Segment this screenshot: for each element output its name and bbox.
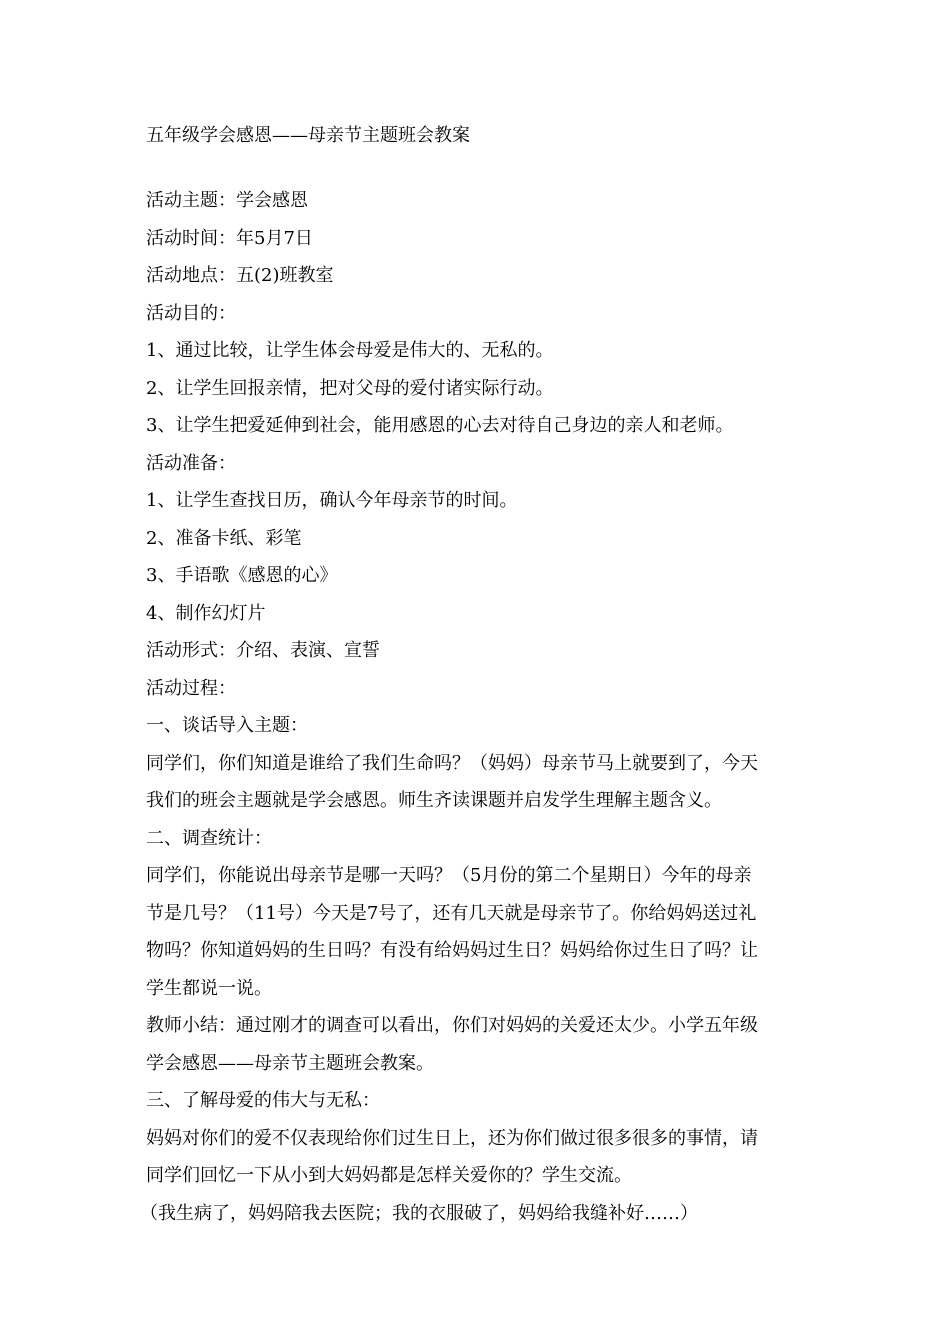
section-heading: 一、谈话导入主题：: [146, 715, 308, 736]
paragraph-line: 同学们回忆一下从小到大妈妈都是怎样关爱你的？学生交流。: [146, 1165, 632, 1186]
preparation-item: 3、手语歌《感恩的心》: [146, 565, 338, 586]
section-heading: 三、了解母爱的伟大与无私：: [146, 1090, 380, 1111]
paragraph-line: 同学们，你们知道是谁给了我们生命吗？（妈妈）母亲节马上就要到了，今天: [146, 752, 758, 774]
activity-preparation-heading: 活动准备：: [146, 452, 236, 474]
preparation-item: 2、准备卡纸、彩笔: [146, 527, 302, 549]
paragraph-line: （我生病了，妈妈陪我去医院；我的衣服破了，妈妈给我缝补好……）: [140, 1202, 698, 1224]
section-heading: 二、调查统计：: [146, 827, 272, 849]
preparation-item: 1、让学生查找日历，确认今年母亲节的时间。: [146, 490, 518, 511]
goal-item: 3、让学生把爱延伸到社会，能用感恩的心去对待自己身边的亲人和老师。: [146, 415, 734, 436]
document-title: 五年级学会感恩——母亲节主题班会教案: [146, 125, 470, 146]
preparation-item: 4、制作幻灯片: [146, 602, 266, 624]
paragraph-line: 学会感恩——母亲节主题班会教案。: [146, 1052, 434, 1074]
goal-item: 2、让学生回报亲情，把对父母的爱付诸实际行动。: [146, 377, 554, 399]
activity-process-heading: 活动过程：: [146, 677, 236, 699]
goal-item: 1、通过比较，让学生体会母爱是伟大的、无私的。: [146, 340, 554, 361]
paragraph-line: 妈妈对你们的爱不仅表现给你们过生日上，还为你们做过很多很多的事情，请: [146, 1127, 758, 1149]
paragraph-line: 学生都说一说。: [146, 977, 272, 999]
paragraph-line: 节是几号？（11号）今天是7号了，还有几天就是母亲节了。你给妈妈送过礼: [146, 902, 757, 924]
paragraph-line: 教师小结：通过刚才的调查可以看出，你们对妈妈的关爱还太少。小学五年级: [146, 1015, 758, 1036]
activity-location: 活动地点：五(2)班教室: [146, 265, 334, 286]
activity-format: 活动形式：介绍、表演、宣誓: [146, 640, 380, 661]
paragraph-line: 我们的班会主题就是学会感恩。师生齐读课题并启发学生理解主题含义。: [146, 790, 722, 811]
paragraph-line: 物吗？你知道妈妈的生日吗？有没有给妈妈过生日？妈妈给你过生日了吗？让: [146, 940, 758, 961]
activity-goals-heading: 活动目的：: [146, 302, 236, 324]
activity-time: 活动时间：年5月7日: [146, 227, 313, 249]
paragraph-line: 同学们，你能说出母亲节是哪一天吗？（5月份的第二个星期日）今年的母亲: [146, 865, 752, 886]
activity-theme: 活动主题：学会感恩: [146, 190, 308, 211]
document-body: [140, 182, 806, 1232]
